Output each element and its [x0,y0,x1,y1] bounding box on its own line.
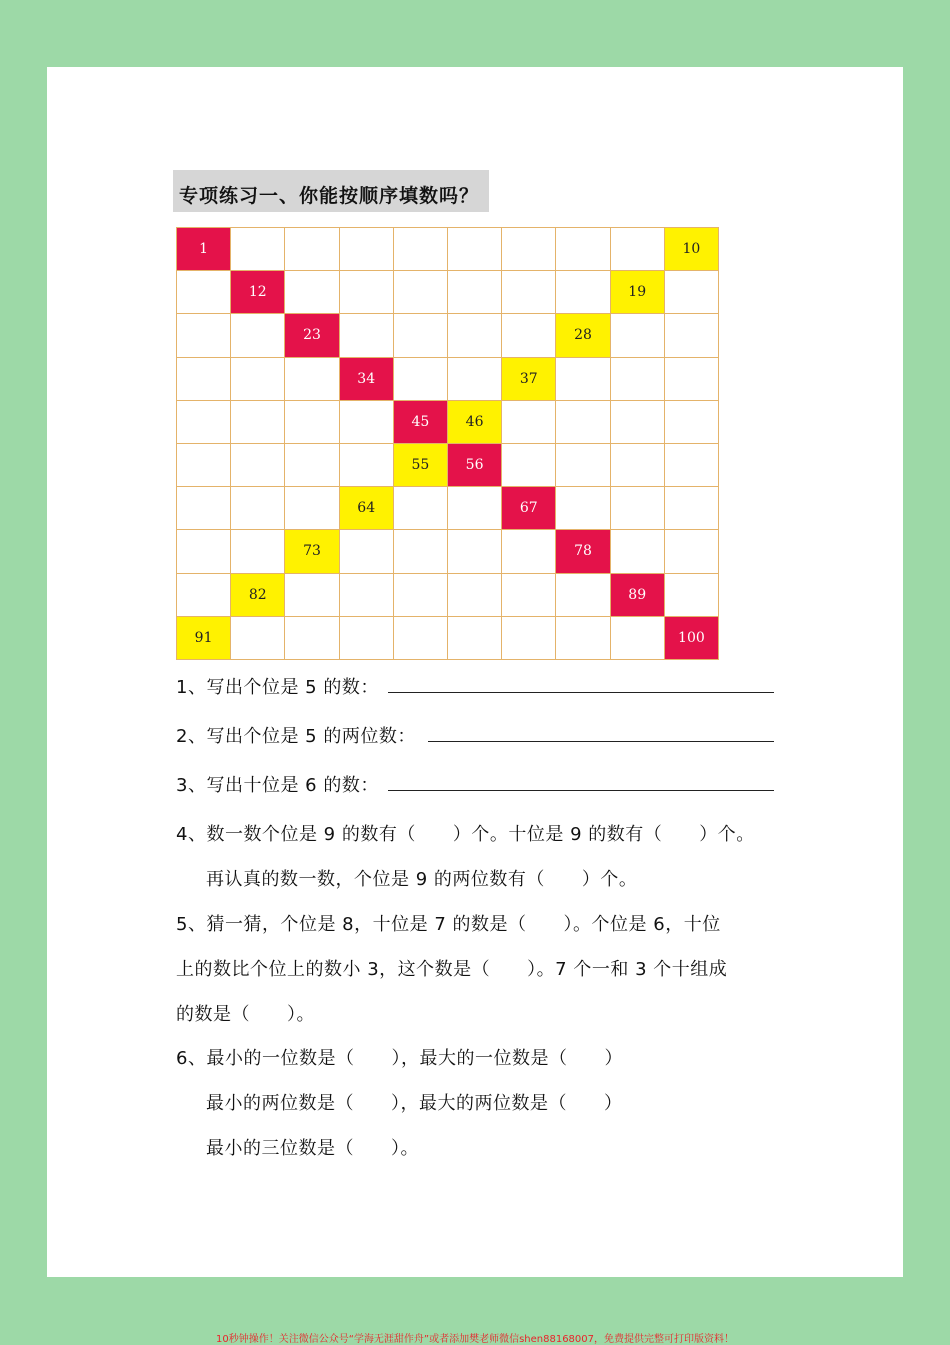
question-5-line-2: 上的数比个位上的数小 3，这个数是（ ）。7 个一和 3 个十组成 [176,959,728,980]
grid-cell-empty[interactable] [177,574,231,617]
grid-cell-empty[interactable] [556,444,610,487]
section-title: 专项练习一、你能按顺序填数吗？ [173,170,489,212]
question-1: 1、写出个位是 5 的数： [176,677,379,698]
grid-cell-37: 37 [502,358,556,401]
grid-cell-empty[interactable] [448,358,502,401]
grid-cell-10: 10 [665,228,719,271]
grid-cell-12: 12 [231,271,285,314]
grid-cell-73: 73 [285,530,339,573]
grid-cell-empty[interactable] [285,617,339,660]
grid-cell-empty[interactable] [611,444,665,487]
grid-cell-23: 23 [285,314,339,357]
grid-cell-34: 34 [340,358,394,401]
grid-cell-empty[interactable] [502,228,556,271]
grid-cell-empty[interactable] [448,228,502,271]
grid-cell-empty[interactable] [231,358,285,401]
grid-cell-91: 91 [177,617,231,660]
grid-cell-empty[interactable] [394,358,448,401]
grid-cell-empty[interactable] [394,574,448,617]
grid-cell-empty[interactable] [502,314,556,357]
question-6-line-3: 最小的三位数是（ ）。 [206,1138,419,1159]
question-5-line-3: 的数是（ ）。 [176,1004,315,1025]
question-3: 3、写出十位是 6 的数： [176,775,379,796]
grid-cell-empty[interactable] [231,228,285,271]
grid-cell-46: 46 [448,401,502,444]
grid-cell-empty[interactable] [177,487,231,530]
grid-cell-empty[interactable] [665,401,719,444]
answer-line-3[interactable] [388,790,774,791]
grid-cell-empty[interactable] [285,401,339,444]
grid-cell-56: 56 [448,444,502,487]
grid-cell-empty[interactable] [177,401,231,444]
question-5-line-1: 5、猜一猜，个位是 8，十位是 7 的数是（ ）。个位是 6，十位 [176,914,721,935]
question-6-line-2: 最小的两位数是（ ），最大的两位数是（ ） [206,1093,623,1114]
grid-cell-empty[interactable] [340,617,394,660]
grid-cell-empty[interactable] [556,358,610,401]
grid-cell-empty[interactable] [231,617,285,660]
grid-cell-empty[interactable] [177,444,231,487]
grid-cell-empty[interactable] [285,444,339,487]
grid-cell-empty[interactable] [502,444,556,487]
grid-cell-empty[interactable] [611,487,665,530]
grid-cell-empty[interactable] [556,401,610,444]
grid-cell-empty[interactable] [611,314,665,357]
grid-cell-empty[interactable] [556,617,610,660]
grid-cell-empty[interactable] [448,617,502,660]
grid-cell-1: 1 [177,228,231,271]
grid-cell-empty[interactable] [448,487,502,530]
grid-cell-empty[interactable] [611,228,665,271]
number-grid [176,227,719,660]
grid-cell-empty[interactable] [394,530,448,573]
question-2: 2、写出个位是 5 的两位数： [176,726,416,747]
grid-cell-empty[interactable] [177,530,231,573]
grid-cell-empty[interactable] [556,228,610,271]
grid-cell-empty[interactable] [611,530,665,573]
grid-cell-64: 64 [340,487,394,530]
grid-cell-empty[interactable] [177,314,231,357]
grid-cell-empty[interactable] [611,358,665,401]
grid-cell-empty[interactable] [231,401,285,444]
grid-cell-empty[interactable] [177,271,231,314]
grid-cell-empty[interactable] [231,530,285,573]
grid-cell-empty[interactable] [556,271,610,314]
grid-cell-empty[interactable] [340,574,394,617]
grid-cell-82: 82 [231,574,285,617]
grid-cell-empty[interactable] [394,617,448,660]
grid-cell-empty[interactable] [394,271,448,314]
grid-cell-empty[interactable] [448,530,502,573]
grid-cell-empty[interactable] [502,574,556,617]
grid-cell-28: 28 [556,314,610,357]
grid-cell-55: 55 [394,444,448,487]
grid-cell-empty[interactable] [665,358,719,401]
grid-cell-empty[interactable] [448,314,502,357]
grid-cell-empty[interactable] [665,314,719,357]
grid-cell-empty[interactable] [502,530,556,573]
grid-cell-100: 100 [665,617,719,660]
grid-cell-empty[interactable] [285,271,339,314]
answer-line-2[interactable] [428,741,774,742]
grid-cell-empty[interactable] [665,574,719,617]
grid-cell-empty[interactable] [285,487,339,530]
grid-cell-empty[interactable] [340,228,394,271]
grid-cell-empty[interactable] [340,314,394,357]
grid-cell-empty[interactable] [502,271,556,314]
grid-cell-empty[interactable] [231,444,285,487]
question-6-line-1: 6、最小的一位数是（ ），最大的一位数是（ ） [176,1048,623,1069]
footer-notice: 10秒钟操作！关注微信公众号“学海无涯甜作舟”或者添加樊老师微信shen88168007，免费提供完整可打印版资料！ [215,1334,735,1345]
grid-cell-empty[interactable] [285,574,339,617]
grid-cell-empty[interactable] [340,530,394,573]
grid-cell-empty[interactable] [611,401,665,444]
grid-cell-empty[interactable] [231,487,285,530]
grid-cell-empty[interactable] [611,617,665,660]
grid-cell-45: 45 [394,401,448,444]
grid-cell-19: 19 [611,271,665,314]
grid-cell-empty[interactable] [665,271,719,314]
grid-cell-empty[interactable] [340,444,394,487]
grid-cell-empty[interactable] [502,617,556,660]
grid-cell-empty[interactable] [448,574,502,617]
grid-cell-empty[interactable] [556,487,610,530]
grid-cell-empty[interactable] [665,444,719,487]
question-4-line-1: 4、数一数个位是 9 的数有（ ）个。十位是 9 的数有（ ）个。 [176,824,755,845]
grid-cell-empty[interactable] [448,271,502,314]
grid-cell-67: 67 [502,487,556,530]
grid-cell-empty[interactable] [285,358,339,401]
grid-cell-empty[interactable] [285,228,339,271]
grid-cell-empty[interactable] [394,314,448,357]
question-4-line-2: 再认真的数一数，个位是 9 的两位数有（ ）个。 [206,869,638,890]
grid-cell-78: 78 [556,530,610,573]
grid-cell-empty[interactable] [340,401,394,444]
grid-cell-empty[interactable] [502,401,556,444]
grid-cell-empty[interactable] [394,228,448,271]
grid-cell-89: 89 [611,574,665,617]
grid-cell-empty[interactable] [665,487,719,530]
grid-cell-empty[interactable] [556,574,610,617]
grid-cell-empty[interactable] [231,314,285,357]
grid-cell-empty[interactable] [394,487,448,530]
grid-cell-empty[interactable] [177,358,231,401]
answer-line-1[interactable] [388,692,774,693]
grid-cell-empty[interactable] [665,530,719,573]
grid-cell-empty[interactable] [340,271,394,314]
